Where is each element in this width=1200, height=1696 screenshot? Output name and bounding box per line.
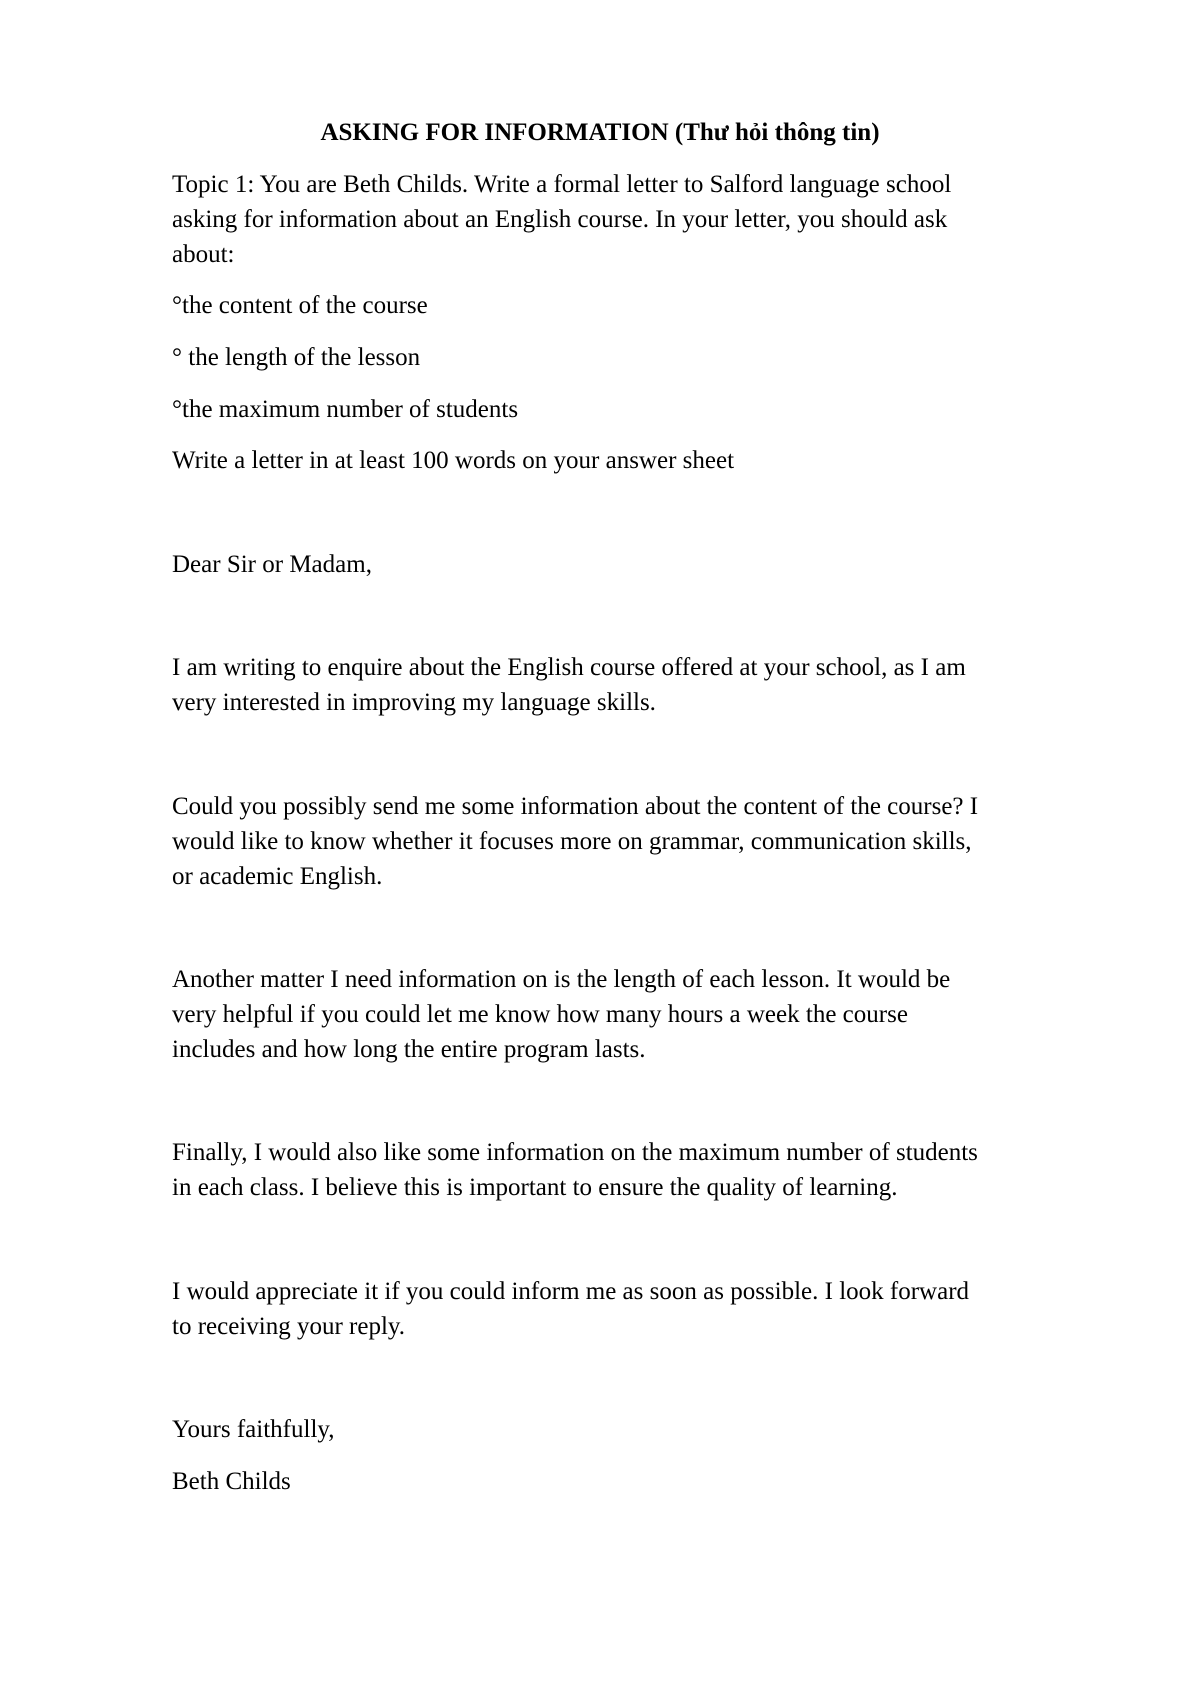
task-bullet: ° the length of the lesson xyxy=(172,344,421,371)
letter-closing: Yours faithfully, xyxy=(172,1416,335,1443)
task-bullet: °the maximum number of students xyxy=(172,396,519,423)
letter-paragraph-line: I would appreciate it if you could inform me as soon as possible. I look forward xyxy=(172,1278,970,1305)
letter-paragraph-line: Another matter I need information on is the length of each lesson. It would be xyxy=(172,966,951,993)
task-bullet: °the content of the course xyxy=(172,292,428,319)
document-title: ASKING FOR INFORMATION (Thư hỏi thông tin) xyxy=(320,119,880,146)
letter-paragraph-line: Finally, I would also like some information on the maximum number of students xyxy=(172,1139,978,1166)
letter-paragraph-line: would like to know whether it focuses more on grammar, communication skills, xyxy=(172,828,972,855)
letter-paragraph-line: very helpful if you could let me know how many hours a week the course xyxy=(172,1001,908,1028)
task-line: asking for information about an English course. In your letter, you should ask xyxy=(172,206,948,233)
letter-paragraph-line: in each class. I believe this is important to ensure the quality of learning. xyxy=(172,1174,898,1201)
task-instruction: Write a letter in at least 100 words on your answer sheet xyxy=(172,447,735,474)
task-line: Topic 1: You are Beth Childs. Write a formal letter to Salford language school xyxy=(172,171,952,198)
letter-paragraph-line: or academic English. xyxy=(172,863,383,890)
letter-paragraph-line: includes and how long the entire program lasts. xyxy=(172,1036,646,1063)
letter-paragraph-line: I am writing to enquire about the English course offered at your school, as I am xyxy=(172,654,966,681)
letter-paragraph-line: to receiving your reply. xyxy=(172,1313,406,1340)
letter-signature: Beth Childs xyxy=(172,1468,291,1495)
letter-paragraph-line: very interested in improving my language skills. xyxy=(172,689,656,716)
letter-greeting: Dear Sir or Madam, xyxy=(172,551,372,578)
letter-paragraph-line: Could you possibly send me some information about the content of the course? I xyxy=(172,793,979,820)
task-line: about: xyxy=(172,241,235,268)
